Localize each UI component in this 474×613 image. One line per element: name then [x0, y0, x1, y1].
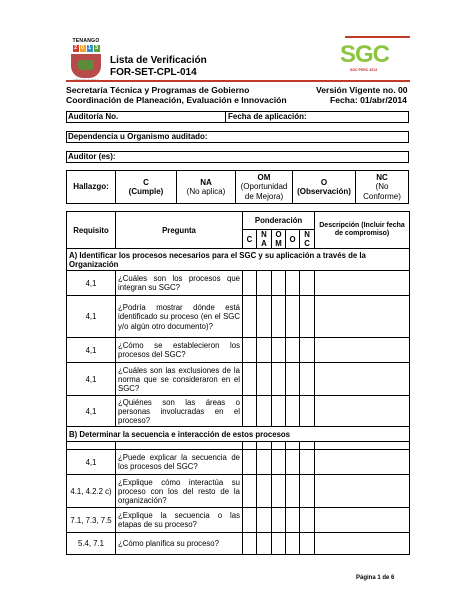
hallazgo-code: O	[320, 177, 328, 187]
check-om[interactable]	[272, 363, 286, 396]
check-c[interactable]	[243, 296, 257, 338]
check-nc[interactable]	[300, 396, 315, 427]
requisito-cell: 4.1, 4.2.2 c)	[67, 475, 116, 508]
check-c[interactable]	[243, 363, 257, 396]
header-divider	[66, 80, 410, 82]
check-om[interactable]	[272, 508, 286, 533]
descripcion-cell[interactable]	[315, 475, 410, 508]
requisito-cell: 4,1	[67, 363, 116, 396]
check-c[interactable]	[243, 338, 257, 363]
sgc-logo	[340, 41, 410, 74]
descripcion-cell[interactable]	[315, 450, 410, 475]
pregunta-cell: ¿Puede explicar la secuencia de los procesos del SGC?	[116, 450, 243, 475]
descripcion-cell[interactable]	[315, 296, 410, 338]
hallazgo-observacion	[293, 171, 356, 204]
requisito-cell: 4,1	[67, 338, 116, 363]
document-code: FOR-SET-CPL-014	[110, 67, 197, 78]
sgc-logo-subtitle: SGC PERC 2014	[350, 68, 378, 72]
table-row	[67, 396, 410, 427]
check-o[interactable]	[286, 396, 300, 427]
check-nc[interactable]	[300, 533, 315, 555]
check-nc[interactable]	[300, 338, 315, 363]
table-row	[67, 450, 410, 475]
table-row	[67, 475, 410, 508]
check-nc[interactable]	[300, 450, 315, 475]
section-b-title: B) Determinar la secuencia e interacción de estos procesos	[67, 427, 410, 442]
check-nc[interactable]	[300, 363, 315, 396]
hallazgo-desc: (Cumple)	[128, 187, 164, 196]
hallazgo-code: NC	[376, 172, 388, 182]
spacer-row	[67, 442, 410, 450]
check-c[interactable]	[243, 450, 257, 475]
org-secretaria: Secretaría Técnica y Programas de Gobierno	[66, 85, 250, 95]
requisito-cell: 7.1, 7.3, 7.5	[67, 508, 116, 533]
checklist-table	[66, 211, 410, 555]
document-title-name: Lista de Verificación	[110, 55, 207, 66]
pregunta-cell: ¿Cómo se establecieron los procesos del SGC?	[116, 338, 243, 363]
check-c[interactable]	[243, 396, 257, 427]
fecha-aplicacion-label: Fecha de aplicación:	[228, 112, 307, 121]
check-nc[interactable]	[300, 271, 315, 296]
pregunta-cell: ¿Quiénes son las áreas o personas involucradas en el proceso?	[116, 396, 243, 427]
check-na[interactable]	[257, 296, 272, 338]
tenango-logo-digits	[66, 45, 106, 52]
check-om[interactable]	[272, 338, 286, 363]
hallazgo-oportunidad	[236, 171, 293, 204]
descripcion-cell[interactable]	[315, 533, 410, 555]
logo-digit: 3	[94, 45, 99, 51]
col-om-header: O M	[272, 230, 286, 249]
tenango-logo-name: TENANGO	[72, 38, 100, 44]
auditor-box	[66, 151, 409, 163]
pregunta-header: Pregunta	[116, 212, 243, 249]
hallazgo-desc: (No Conforme)	[363, 182, 401, 201]
col-o-header: O	[286, 230, 300, 249]
check-na[interactable]	[257, 363, 272, 396]
check-o[interactable]	[286, 475, 300, 508]
hallazgo-cumple	[116, 171, 177, 204]
table-row	[67, 508, 410, 533]
col-na-header: N A	[257, 230, 272, 249]
requisito-cell: 4,1	[67, 271, 116, 296]
check-na[interactable]	[257, 475, 272, 508]
check-c[interactable]	[243, 533, 257, 555]
requisito-cell: 5.4, 7.1	[67, 533, 116, 555]
check-c[interactable]	[243, 508, 257, 533]
logo-digit: 1	[87, 45, 92, 51]
auditoria-divider	[225, 111, 226, 123]
hallazgo-no-conforme	[356, 171, 409, 204]
requisito-cell: 4,1	[67, 450, 116, 475]
hallazgo-desc: (Observación)	[297, 187, 351, 196]
table-row	[67, 271, 410, 296]
auditoria-label: Auditoría No.	[68, 112, 119, 121]
crest-icon	[71, 54, 101, 78]
check-na[interactable]	[257, 533, 272, 555]
hallazgo-no-aplica	[177, 171, 236, 204]
check-o[interactable]	[286, 450, 300, 475]
table-row	[67, 533, 410, 555]
auditor-label: Auditor (es):	[68, 152, 116, 161]
sgc-logo-text: SGC	[340, 41, 390, 68]
hallazgo-code: NA	[200, 177, 212, 187]
descripcion-cell[interactable]	[315, 396, 410, 427]
check-om[interactable]	[272, 450, 286, 475]
check-o[interactable]	[286, 363, 300, 396]
pregunta-cell: ¿Podría mostrar dónde está identificado su proceso (en el SGC y/o algún otro documento)?	[116, 296, 243, 338]
requisito-cell: 4,1	[67, 396, 116, 427]
check-na[interactable]	[257, 271, 272, 296]
table-row	[67, 296, 410, 338]
descripcion-cell[interactable]	[315, 363, 410, 396]
descripcion-cell[interactable]	[315, 271, 410, 296]
check-o[interactable]	[286, 338, 300, 363]
check-c[interactable]	[243, 475, 257, 508]
pregunta-cell: ¿Explique la secuencia o las etapas de su proceso?	[116, 508, 243, 533]
page-number: Página 1 de 6	[356, 575, 395, 581]
hallazgo-label: Hallazgo:	[67, 171, 116, 204]
requisito-header: Requisito	[67, 212, 116, 249]
check-nc[interactable]	[300, 475, 315, 508]
org-coordinacion: Coordinación de Planeación, Evaluación e Innovación	[66, 95, 287, 105]
check-om[interactable]	[272, 396, 286, 427]
hallazgo-table	[66, 170, 409, 204]
check-om[interactable]	[272, 296, 286, 338]
pregunta-cell: ¿Cuáles son las exclusiones de la norma que se consideraron en el SGC?	[116, 363, 243, 396]
version-text: Versión Vigente no. 00	[316, 85, 408, 95]
pregunta-cell: ¿Explique cómo interactúa su proceso con los del resto de la organización?	[116, 475, 243, 508]
logo-digit: 0	[80, 45, 85, 51]
check-o[interactable]	[286, 533, 300, 555]
hallazgo-desc: (No aplica)	[186, 187, 226, 196]
check-o[interactable]	[286, 271, 300, 296]
descripcion-cell[interactable]	[315, 508, 410, 533]
header-accent-line	[345, 36, 410, 38]
check-om[interactable]	[272, 475, 286, 508]
check-nc[interactable]	[300, 296, 315, 338]
check-na[interactable]	[257, 450, 272, 475]
document-title	[110, 55, 207, 79]
requisito-cell: 4,1	[67, 296, 116, 338]
check-o[interactable]	[286, 296, 300, 338]
table-row	[67, 338, 410, 363]
table-row	[67, 363, 410, 396]
pregunta-cell: ¿Cómo planifica su proceso?	[116, 533, 243, 555]
fecha-text: Fecha: 01/abr/2014	[330, 95, 407, 105]
check-c[interactable]	[243, 271, 257, 296]
dependencia-label: Dependencia u Organismo auditado:	[68, 132, 208, 141]
descripcion-cell[interactable]	[315, 338, 410, 363]
col-c-header: C	[243, 230, 257, 249]
descripcion-header: Descripción (Incluir fecha de compromiso)	[315, 212, 410, 249]
check-na[interactable]	[257, 508, 272, 533]
logo-digit: 2	[73, 45, 78, 51]
pregunta-cell: ¿Cuáles son los procesos que integran su SGC?	[116, 271, 243, 296]
section-a-title: A) Identificar los procesos necesarios para el SGC y su aplicación a través de la Organización	[67, 249, 410, 271]
hallazgo-code: OM	[257, 172, 271, 182]
check-o[interactable]	[286, 508, 300, 533]
hallazgo-desc: (Oportunidad de Mejora)	[240, 182, 288, 201]
col-nc-header: N C	[300, 230, 315, 249]
check-nc[interactable]	[300, 508, 315, 533]
check-om[interactable]	[272, 533, 286, 555]
check-om[interactable]	[272, 271, 286, 296]
check-na[interactable]	[257, 396, 272, 427]
hallazgo-code: C	[143, 177, 149, 187]
ponderacion-header: Ponderación	[243, 212, 315, 230]
check-na[interactable]	[257, 338, 272, 363]
